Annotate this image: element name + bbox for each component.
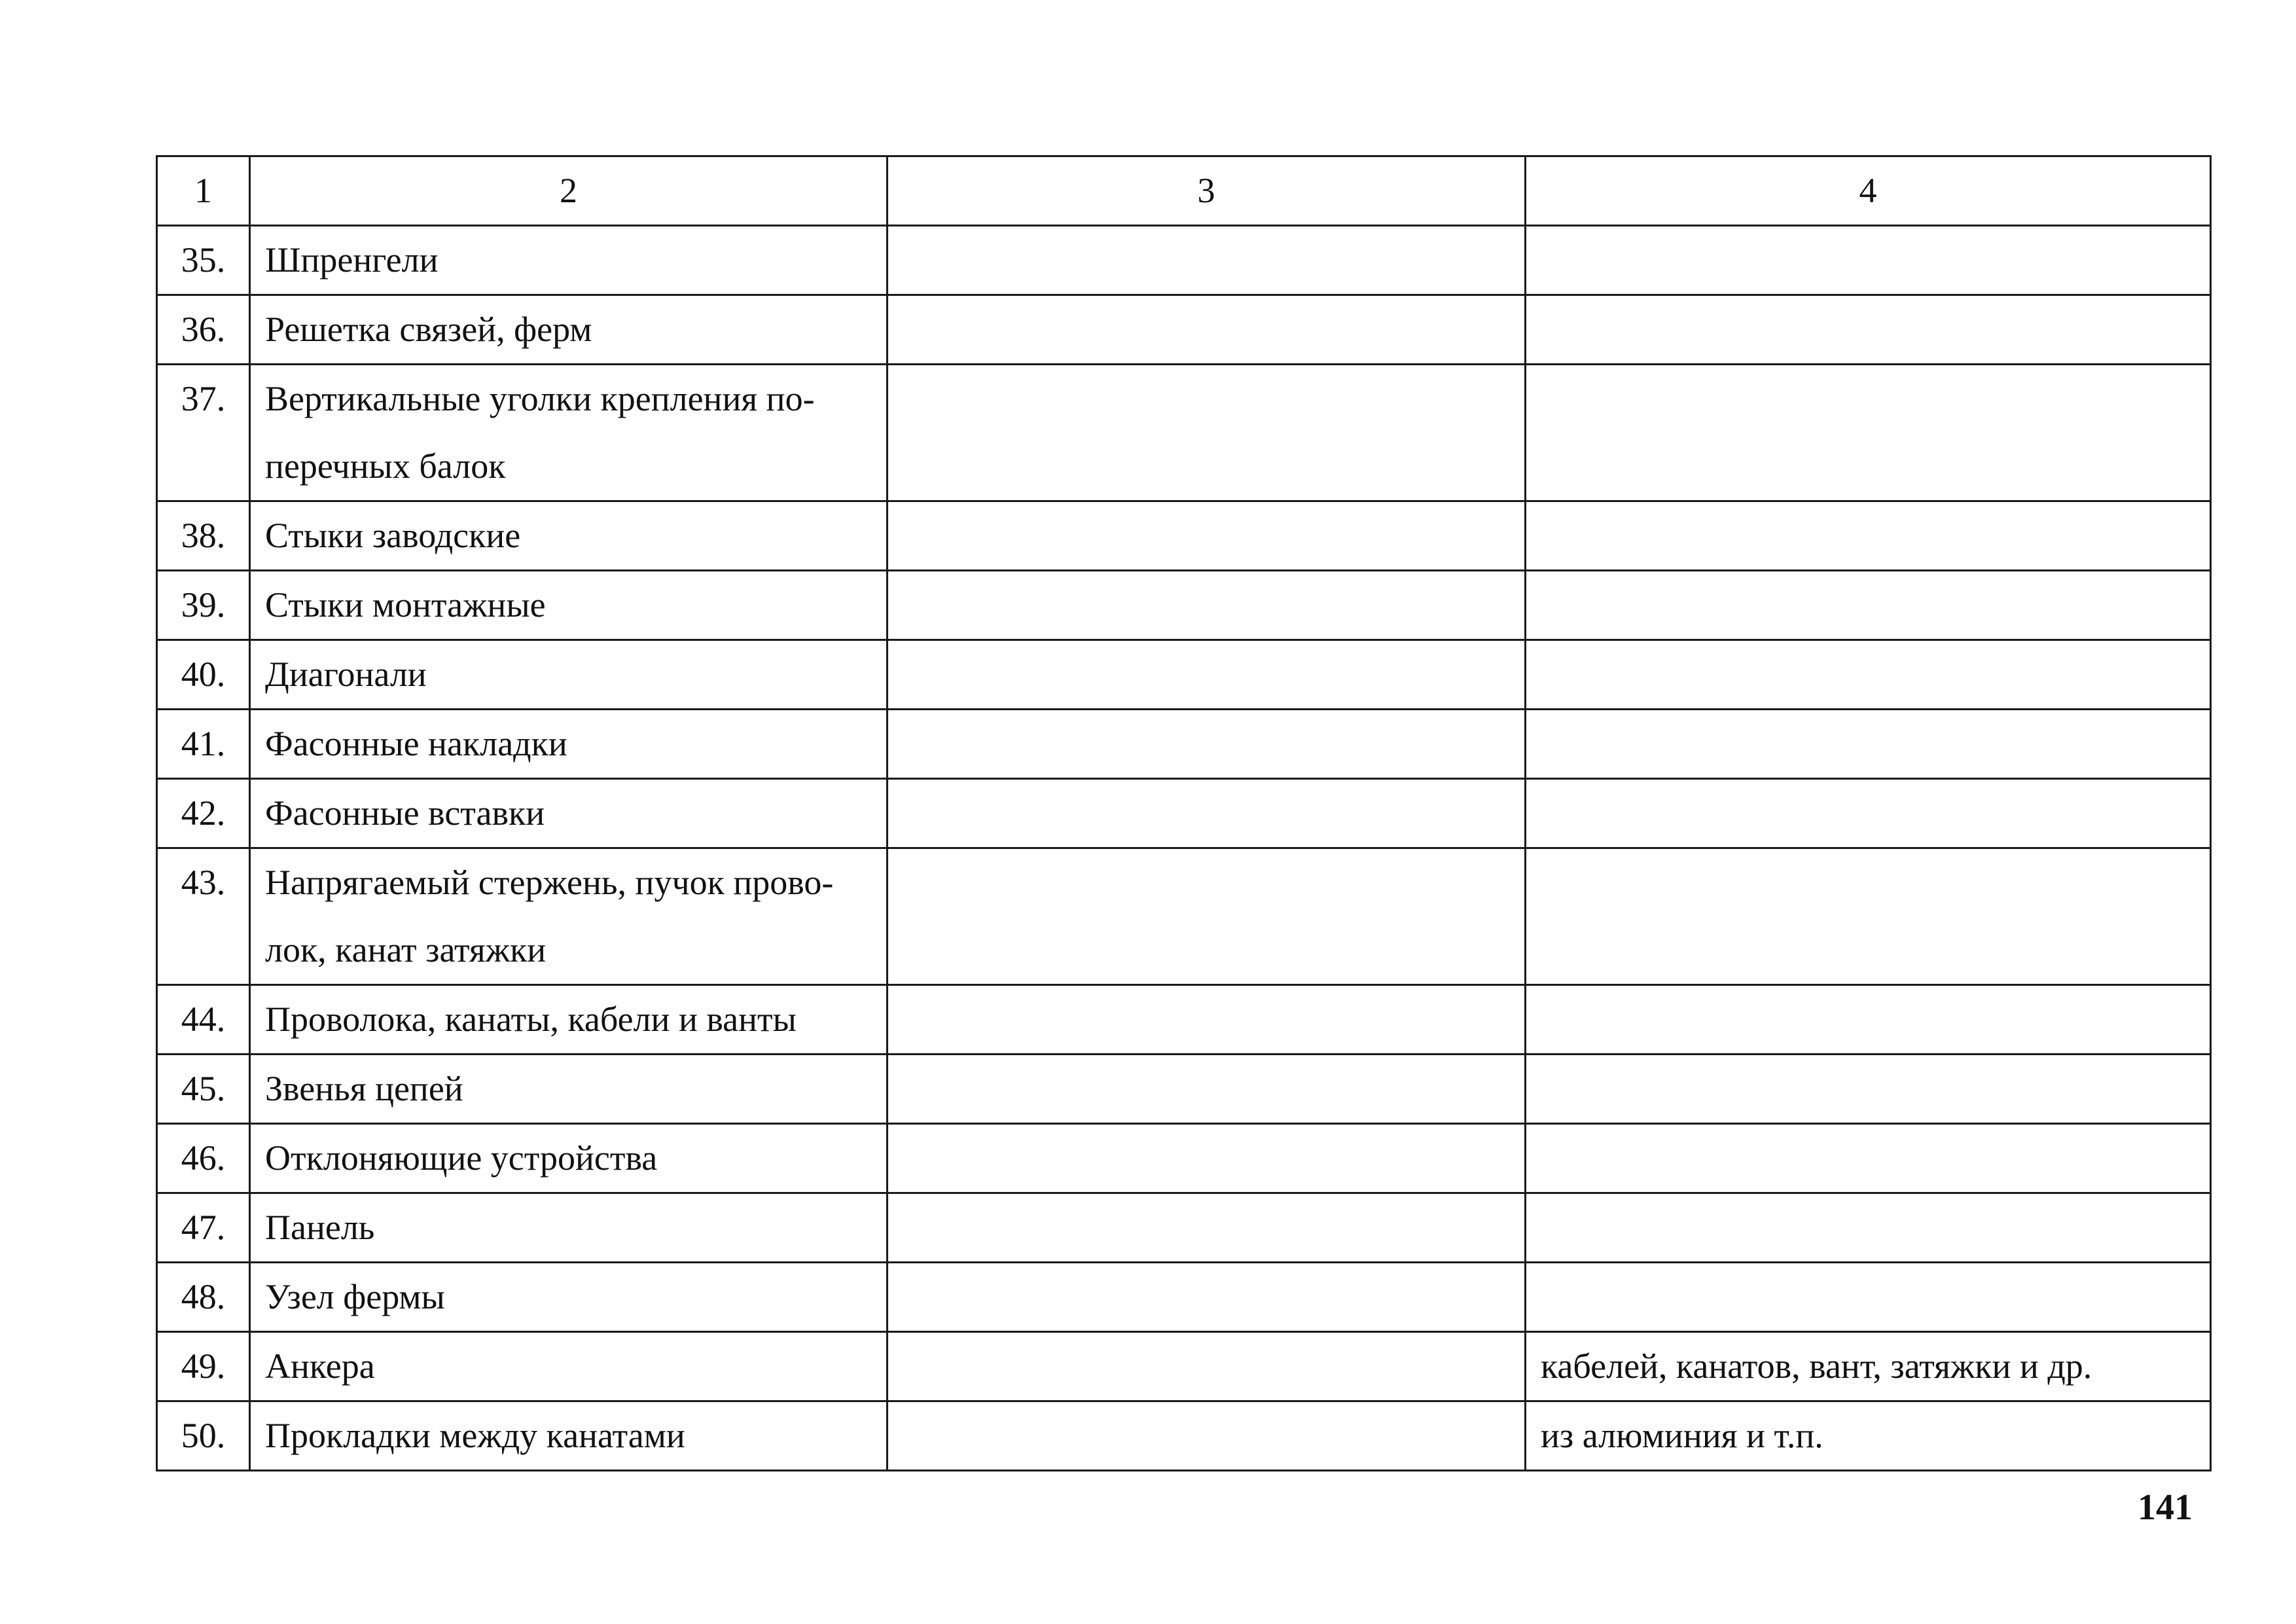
table-header-row — [157, 156, 2211, 226]
row-number-cell: 49. — [157, 1332, 250, 1401]
element-name-line: Стыки монтажные — [265, 585, 546, 624]
table-row — [157, 848, 2211, 985]
element-name-line: Звенья цепей — [265, 1069, 463, 1108]
element-name-line: Напрягаемый стержень, пучок прово- — [265, 863, 834, 902]
column-4-cell — [1526, 501, 2211, 571]
element-name-cell — [250, 501, 888, 571]
column-3-cell — [888, 848, 1526, 985]
column-4-cell — [1526, 848, 2211, 985]
element-name-cell — [250, 779, 888, 848]
element-name-line: Прокладки между канатами — [265, 1416, 685, 1455]
element-name-line: Фасонные накладки — [265, 724, 567, 763]
header-cell-4: 4 — [1526, 156, 2211, 226]
element-name-cell — [250, 710, 888, 779]
element-name-line: Отклоняющие устройства — [265, 1138, 658, 1178]
header-cell-3: 3 — [888, 156, 1526, 226]
column-4-cell — [1526, 226, 2211, 295]
element-name-cell — [250, 295, 888, 365]
table-row — [157, 226, 2211, 295]
row-number-cell: 48. — [157, 1263, 250, 1332]
element-name-cell — [250, 1193, 888, 1263]
column-3-cell — [888, 779, 1526, 848]
element-name-cell — [250, 1124, 888, 1193]
data-table — [156, 155, 2212, 1471]
row-number-cell: 41. — [157, 710, 250, 779]
element-name-cell — [250, 848, 888, 985]
column-4-cell — [1526, 1193, 2211, 1263]
table-row — [157, 640, 2211, 710]
row-number-cell: 47. — [157, 1193, 250, 1263]
element-name-line: Анкера — [265, 1346, 375, 1386]
column-4-cell — [1526, 571, 2211, 640]
column-3-cell — [888, 985, 1526, 1055]
row-number-cell: 36. — [157, 295, 250, 365]
element-name-line: Панель — [265, 1208, 375, 1247]
column-3-cell — [888, 365, 1526, 501]
table-row — [157, 571, 2211, 640]
row-number-cell: 39. — [157, 571, 250, 640]
header-cell-2: 2 — [250, 156, 888, 226]
row-number-cell: 44. — [157, 985, 250, 1055]
element-name-line: перечных балок — [265, 446, 506, 486]
row-number-cell: 46. — [157, 1124, 250, 1193]
column-4-cell — [1526, 365, 2211, 501]
column-3-cell — [888, 640, 1526, 710]
element-name-cell — [250, 1332, 888, 1401]
table-row — [157, 501, 2211, 571]
column-3-cell — [888, 295, 1526, 365]
column-4-cell: кабелей, канатов, вант, затяжки и др. — [1526, 1332, 2211, 1401]
column-3-cell — [888, 501, 1526, 571]
column-4-cell — [1526, 1055, 2211, 1124]
header-cell-1: 1 — [157, 156, 250, 226]
table-body — [157, 156, 2211, 1471]
row-number-cell: 42. — [157, 779, 250, 848]
column-4-cell — [1526, 640, 2211, 710]
column-3-cell — [888, 1193, 1526, 1263]
table-row — [157, 985, 2211, 1055]
table-row — [157, 779, 2211, 848]
element-name-line: Узел фермы — [265, 1277, 445, 1316]
row-number-cell: 43. — [157, 848, 250, 985]
column-4-cell — [1526, 295, 2211, 365]
element-name-cell — [250, 226, 888, 295]
row-number-cell: 38. — [157, 501, 250, 571]
element-name-line: Проволока, канаты, кабели и ванты — [265, 1000, 797, 1039]
column-3-cell — [888, 1055, 1526, 1124]
row-number-cell: 40. — [157, 640, 250, 710]
row-number-cell: 37. — [157, 365, 250, 501]
row-number-cell: 45. — [157, 1055, 250, 1124]
column-3-cell — [888, 1263, 1526, 1332]
table-row — [157, 1055, 2211, 1124]
column-3-cell — [888, 571, 1526, 640]
table-row — [157, 1332, 2211, 1401]
column-3-cell — [888, 1124, 1526, 1193]
table-row — [157, 1401, 2211, 1471]
table-row — [157, 710, 2211, 779]
column-3-cell — [888, 1332, 1526, 1401]
column-3-cell — [888, 1401, 1526, 1471]
column-3-cell — [888, 226, 1526, 295]
element-name-line: Стыки заводские — [265, 516, 521, 555]
element-name-line: Диагонали — [265, 655, 427, 694]
page-number: 141 — [2138, 1487, 2193, 1528]
element-name-line: лок, канат затяжки — [265, 930, 547, 969]
element-name-cell — [250, 640, 888, 710]
element-name-cell — [250, 571, 888, 640]
element-name-cell — [250, 985, 888, 1055]
column-4-cell — [1526, 1263, 2211, 1332]
column-4-cell — [1526, 710, 2211, 779]
column-4-cell — [1526, 985, 2211, 1055]
element-name-line: Вертикальные уголки крепления по- — [265, 379, 815, 418]
table-row — [157, 1193, 2211, 1263]
element-name-line: Фасонные вставки — [265, 793, 545, 833]
column-4-cell: из алюминия и т.п. — [1526, 1401, 2211, 1471]
table-row — [157, 1124, 2211, 1193]
element-name-cell — [250, 1055, 888, 1124]
table-row — [157, 1263, 2211, 1332]
element-name-cell — [250, 1401, 888, 1471]
element-name-line: Решетка связей, ферм — [265, 310, 592, 349]
table-row — [157, 295, 2211, 365]
element-name-cell — [250, 365, 888, 501]
table-row — [157, 365, 2211, 501]
column-4-cell — [1526, 1124, 2211, 1193]
column-3-cell — [888, 710, 1526, 779]
column-4-cell — [1526, 779, 2211, 848]
element-name-cell — [250, 1263, 888, 1332]
row-number-cell: 35. — [157, 226, 250, 295]
row-number-cell: 50. — [157, 1401, 250, 1471]
element-name-line: Шпренгели — [265, 240, 439, 280]
